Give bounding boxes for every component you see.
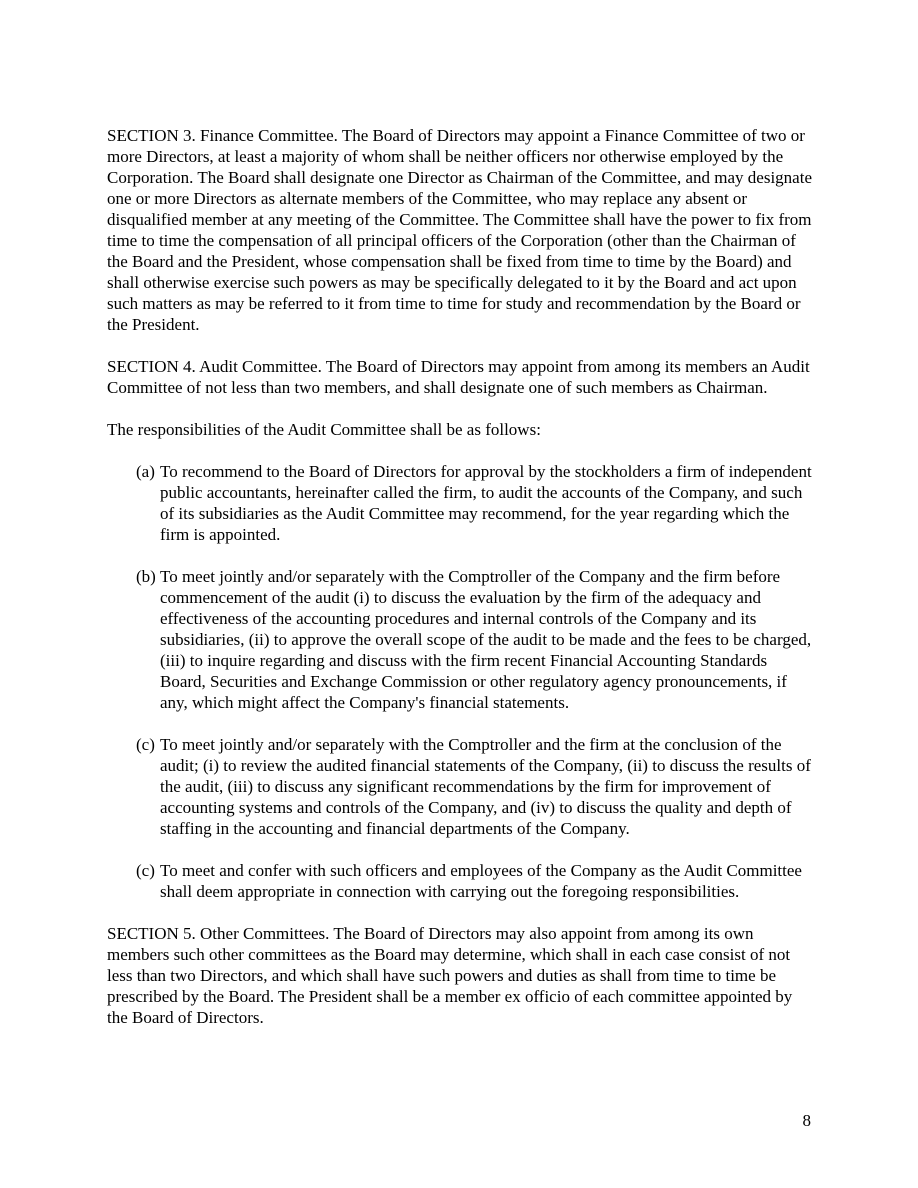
list-item-c-duplicate-text: To meet and confer with such officers and employees of the Company as the Audit Committee shall deem appropriate in connection with carrying out the foregoing responsibilities. <box>160 861 802 901</box>
page-number: 8 <box>802 1111 811 1130</box>
paragraph-section-5-other-committees: SECTION 5. Other Committees. The Board of Directors may also appoint from among its own members such other committees as the Board may determine, which shall in each case consist of not less than two Directors, and which shall have such powers and duties as shall from time to time be prescribed by the Board. The President shall be a member ex officio of each committee appointed by the Board of Directors. <box>107 924 793 1027</box>
list-marker-c-duplicate: (c) <box>136 861 155 880</box>
document-content <box>107 125 813 1049</box>
list-item-c <box>107 734 813 839</box>
paragraph-audit-responsibilities-intro: The responsibilities of the Audit Committee shall be as follows: <box>107 420 541 439</box>
paragraph-section-3-finance-committee: SECTION 3. Finance Committee. The Board of Directors may appoint a Finance Committee of two or more Directors, at least a majority of whom shall be neither officers nor otherwise employed by the Corporation. The Board shall designate one Director as Chairman of the Committee, and may designate one or more Directors as alternate members of the Committee, who may replace any absent or disqualified member at any meeting of the Committee. The Committee shall have the power to fix from time to time the compensation of all principal officers of the Corporation (other than the Chairman of the Board and the President, whose compensation shall be fixed from time to time by the Board) and shall otherwise exercise such powers as may be specifically delegated to it by the Board and act upon such matters as may be referred to it from time to time for study and recommendation by the Board or the President. <box>107 126 812 334</box>
list-item-c-duplicate <box>107 860 813 902</box>
list-item-b-text: To meet jointly and/or separately with the Comptroller of the Company and the firm before commencement of the audit (i) to discuss the evaluation by the firm of the adequacy and effectiveness of the accounting procedures and internal controls of the Company and its subsidiaries, (ii) to approve the overall scope of the audit to be made and the fees to be charged, (iii) to inquire regarding and discuss with the firm recent Financial Accounting Standards Board, Securities and Exchange Commission or other regulatory agency pronouncements, if any, which might affect the Company's financial statements. <box>160 567 812 712</box>
paragraph-section-4-audit-committee: SECTION 4. Audit Committee. The Board of Directors may appoint from among its members an Audit Committee of not less than two members, and shall designate one of such members as Chairman. <box>107 357 810 397</box>
list-item-c-text: To meet jointly and/or separately with the Comptroller and the firm at the conclusion of the audit; (i) to review the audited financial statements of the Company, (ii) to discuss the results of the audit, (iii) to discuss any significant recommendations by the firm for improvement of accounting systems and controls of the Company, and (iv) to discuss the quality and depth of staffing in the accounting and financial departments of the Company. <box>160 735 811 838</box>
list-item-a <box>107 461 813 545</box>
list-item-b <box>107 566 813 713</box>
list-marker-a: (a) <box>136 462 155 481</box>
list-item-a-text: To recommend to the Board of Directors for approval by the stockholders a firm of independent public accountants, hereinafter called the firm, to audit the accounts of the Company, and such of its subsidiaries as the Audit Committee may recommend, for the year regarding which the firm is appointed. <box>160 462 812 544</box>
list-marker-b: (b) <box>136 567 156 586</box>
list-marker-c: (c) <box>136 735 155 754</box>
